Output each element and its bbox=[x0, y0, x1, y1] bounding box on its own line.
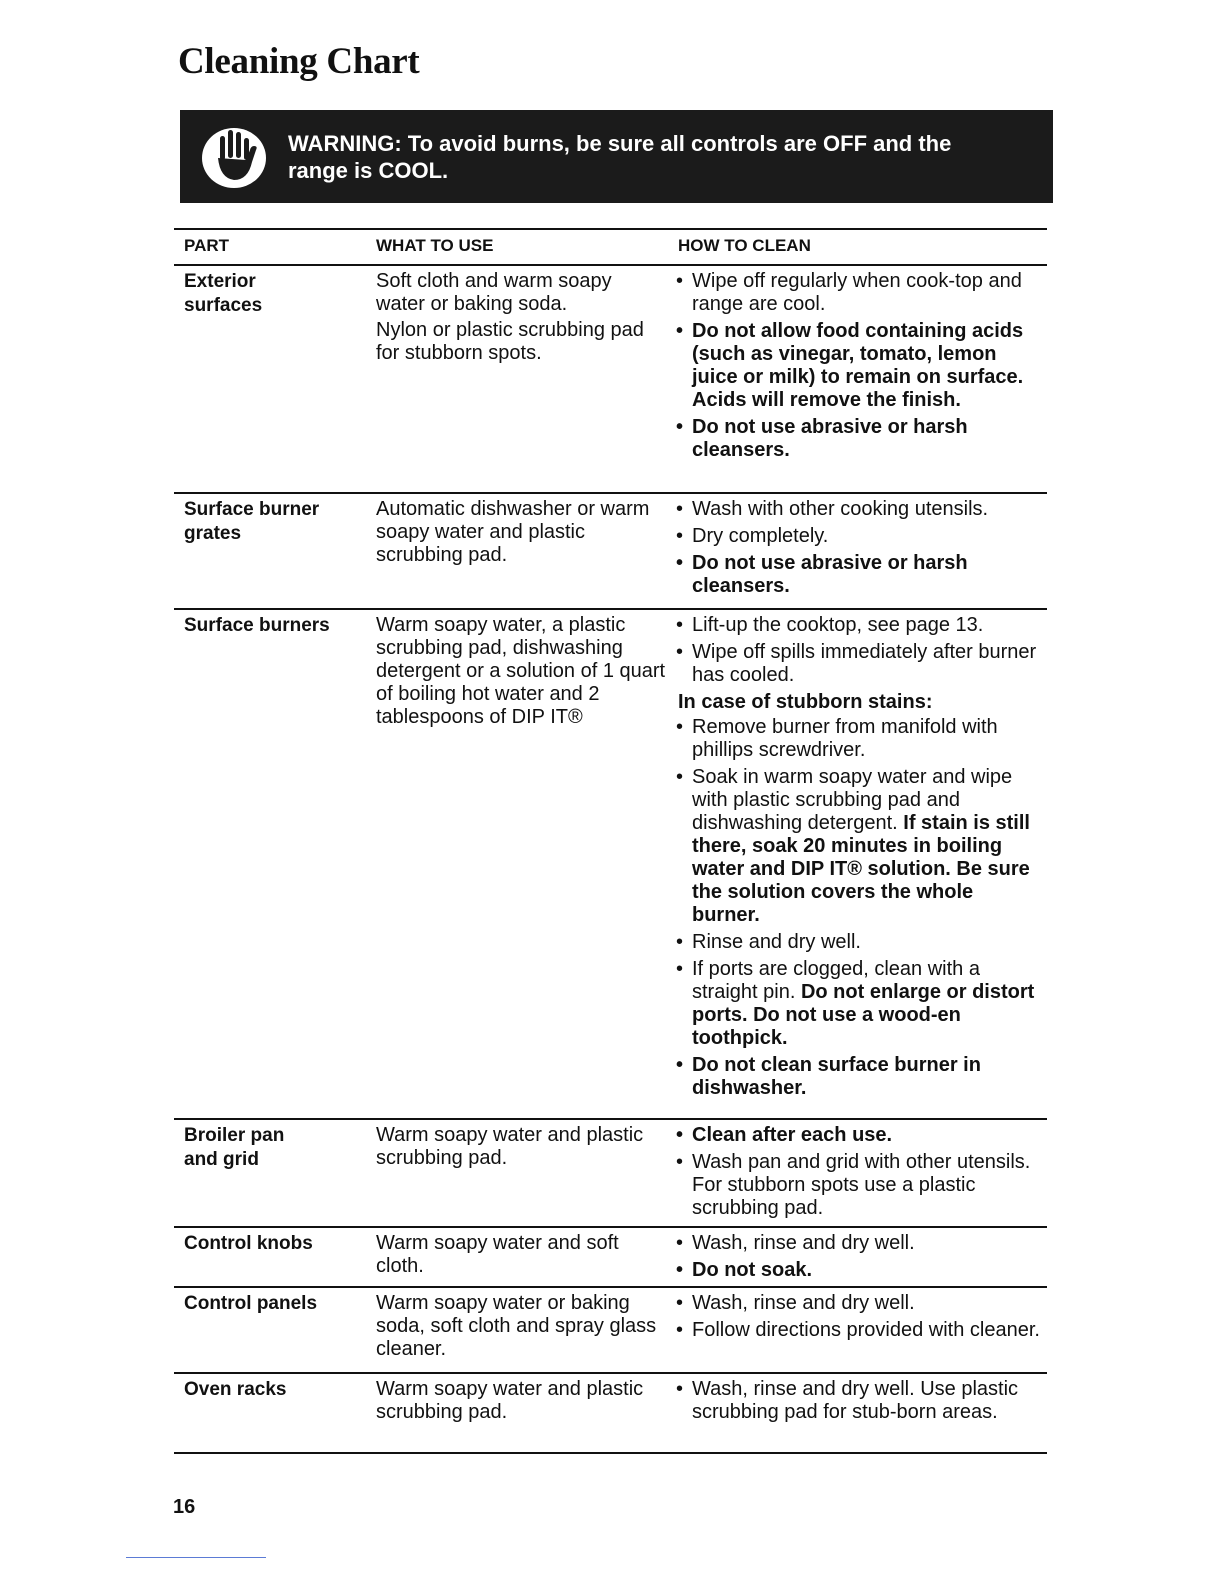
part-cell: Exterior surfaces bbox=[184, 271, 263, 316]
list-item: • Wash, rinse and dry well. bbox=[674, 1232, 1046, 1255]
how-cell bbox=[674, 1232, 1046, 1286]
table-row bbox=[174, 1228, 1047, 1288]
part-cell: Oven racks bbox=[184, 1379, 287, 1400]
hand-stop-icon bbox=[200, 124, 272, 190]
column-header-what: WHAT TO USE bbox=[376, 236, 494, 255]
list-item: • Wash, rinse and dry well. Use plastic scrubbing pad for stub-born areas. bbox=[674, 1378, 1046, 1424]
page-title: Cleaning Chart bbox=[178, 41, 420, 82]
page-number: 16 bbox=[173, 1496, 196, 1518]
how-cell bbox=[674, 270, 1046, 466]
list-item: • Do not use abrasive or harsh cleansers. bbox=[674, 552, 1046, 598]
part-cell: Surface burners bbox=[184, 615, 330, 636]
list-item: • Clean after each use. bbox=[674, 1124, 1046, 1147]
what-cell: Warm soapy water, a plastic scrubbing pad, dishwashing detergent or a solution of 1 quart of boiling hot water and 2 tablespoons of DIP IT® bbox=[376, 614, 666, 728]
table-header bbox=[174, 228, 1047, 266]
what-cell: Soft cloth and warm soapy water or baking soda. Nylon or plastic scrubbing pad for stubborn spots. bbox=[376, 270, 644, 364]
column-header-part: PART bbox=[184, 236, 230, 255]
list-item: • Wipe off spills immediately after burner has cooled. bbox=[674, 641, 1046, 687]
what-cell: Warm soapy water or baking soda, soft cloth and spray glass cleaner. bbox=[376, 1292, 657, 1360]
list-item: • Wipe off regularly when cook-top and range are cool. bbox=[674, 270, 1046, 316]
list-item: • Soak in warm soapy water and wipe with plastic scrubbing pad and dishwashing detergent. If stain is still there, soak 20 minutes in boiling water and DIP IT® solution. Be sure the solution covers the whole burner. bbox=[674, 766, 1046, 927]
table-row bbox=[174, 610, 1047, 1120]
list-item: • Remove burner from manifold with phillips screwdriver. bbox=[674, 716, 1046, 762]
what-cell: Automatic dishwasher or warm soapy water and plastic scrubbing pad. bbox=[376, 498, 650, 566]
part-cell: Broiler pan and grid bbox=[184, 1125, 285, 1170]
how-cell bbox=[674, 1378, 1046, 1428]
list-item: • If ports are clogged, clean with a straight pin. Do not enlarge or distort ports. Do not use a wood-en toothpick. bbox=[674, 958, 1046, 1050]
list-item: • Do not use abrasive or harsh cleansers. bbox=[674, 416, 1046, 462]
table-row bbox=[174, 1374, 1047, 1454]
list-item: • Wash pan and grid with other utensils. For stubborn spots use a plastic scrubbing pad. bbox=[674, 1151, 1046, 1220]
warning-banner bbox=[180, 110, 1053, 203]
part-cell: Control knobs bbox=[184, 1233, 313, 1254]
table-row bbox=[174, 1288, 1047, 1374]
table-row bbox=[174, 494, 1047, 610]
how-cell bbox=[674, 614, 1046, 1104]
list-item: • Do not soak. bbox=[674, 1259, 1046, 1282]
what-cell: Warm soapy water and soft cloth. bbox=[376, 1232, 619, 1277]
what-cell: Warm soapy water and plastic scrubbing pad. bbox=[376, 1124, 644, 1169]
list-item: • Lift-up the cooktop, see page 13. bbox=[674, 614, 1046, 637]
part-cell: Surface burner grates bbox=[184, 499, 320, 544]
cleaning-table bbox=[174, 228, 1047, 1454]
table-row bbox=[174, 1120, 1047, 1228]
divider bbox=[126, 1557, 266, 1558]
list-item: • Rinse and dry well. bbox=[674, 931, 1046, 954]
list-item: • Dry completely. bbox=[674, 525, 1046, 548]
how-cell bbox=[674, 1124, 1046, 1224]
list-item: • Follow directions provided with cleaner. bbox=[674, 1319, 1046, 1342]
list-item: • Do not allow food containing acids (such as vinegar, tomato, lemon juice or milk) to remain on surface. Acids will remove the finish. bbox=[674, 320, 1046, 412]
list-item: • Wash with other cooking utensils. bbox=[674, 498, 1046, 521]
how-cell bbox=[674, 498, 1046, 602]
list-item: • Wash, rinse and dry well. bbox=[674, 1292, 1046, 1315]
what-cell: Warm soapy water and plastic scrubbing pad. bbox=[376, 1378, 644, 1423]
list-item: • Do not clean surface burner in dishwasher. bbox=[674, 1054, 1046, 1100]
column-header-how: HOW TO CLEAN bbox=[678, 236, 811, 255]
subheading: In case of stubborn stains: bbox=[678, 691, 933, 713]
warning-text: WARNING: To avoid burns, be sure all controls are OFF and the range is COOL. bbox=[288, 131, 952, 183]
table-row bbox=[174, 266, 1047, 494]
part-cell: Control panels bbox=[184, 1293, 318, 1314]
how-cell bbox=[674, 1292, 1046, 1346]
